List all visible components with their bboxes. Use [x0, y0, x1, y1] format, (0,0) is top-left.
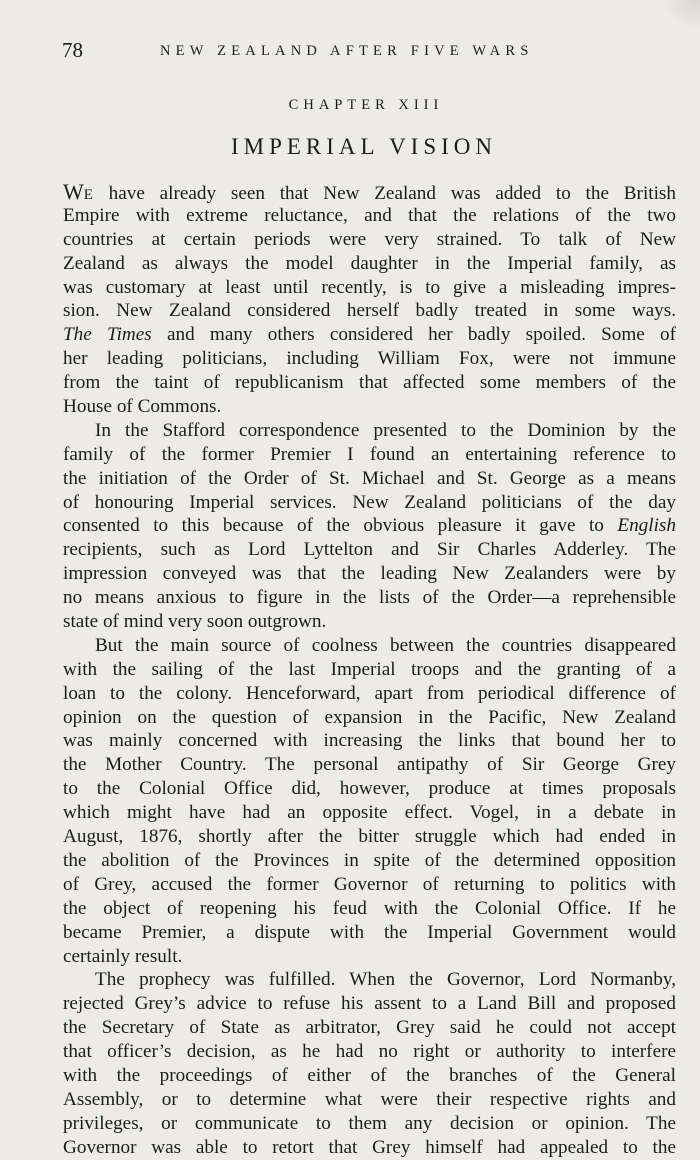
- running-head: [62, 38, 682, 68]
- text-line: [63, 514, 676, 538]
- text-line: the abolition of the Provinces in spite of the determined opposition: [63, 849, 676, 871]
- text-line: But the main source of coolness between the countries disappeared: [95, 634, 676, 656]
- text-line: rejected Grey’s advice to refuse his assent to a Land Bill and proposed: [63, 993, 676, 1015]
- text-line: was customary at least until recently, is to give a misleading impres-: [63, 276, 676, 298]
- text-line: House of Commons.: [63, 396, 222, 418]
- text-line: countries at certain periods were very strained. To talk of New: [63, 228, 676, 250]
- chapter-label: CHAPTER XIII: [288, 97, 444, 113]
- text-line: the object of reopening his feud with the Colonial Office. If he: [63, 897, 676, 919]
- text-line: no means anxious to figure in the lists of the Order—a reprehensible: [63, 587, 676, 609]
- text-line: the initiation of the Order of St. Michael and St. George as a means: [63, 467, 676, 489]
- text-line: recipients, such as Lord Lyttelton and Sir Charles Adderley. The: [63, 539, 676, 561]
- text-line: sion. New Zealand considered herself badly treated in some ways.: [63, 300, 676, 322]
- text-line: [63, 323, 676, 347]
- text-line: In the Stafford correspondence presented to the Dominion by the: [95, 419, 676, 441]
- text-line: became Premier, a dispute with the Imperial Government would: [63, 921, 676, 943]
- text-span: have already seen that New Zealand was added to the British: [93, 183, 676, 204]
- text-line: with the sailing of the last Imperial troops and the granting of a: [63, 658, 676, 680]
- text-line: August, 1876, shortly after the bitter struggle which had ended in: [63, 826, 676, 848]
- text-line: Governor was able to retort that Grey himself had appealed to the: [63, 1136, 676, 1158]
- page-number: 78: [62, 38, 83, 62]
- text-line: state of mind very soon outgrown.: [63, 611, 327, 633]
- italic-title: The Times: [63, 324, 152, 346]
- text-line: the Mother Country. The personal antipathy of Sir George Grey: [63, 754, 676, 776]
- dropcap: W: [63, 179, 84, 204]
- text-line: her leading politicians, including William Fox, were not immune: [63, 348, 676, 370]
- text-line: of Grey, accused the former Governor of returning to politics with: [63, 873, 676, 895]
- text-line: Empire with extreme reluctance, and that the relations of the two: [63, 204, 676, 226]
- text-line: opinion on the question of expansion in the Pacific, New Zealand: [63, 706, 676, 728]
- text-line: to the Colonial Office did, however, produce at times proposals: [63, 778, 676, 800]
- text-line: family of the former Premier I found an entertaining reference to: [63, 443, 676, 465]
- text-line: impression conveyed was that the leading New Zealanders were by: [63, 563, 676, 585]
- chapter-title: IMPERIAL VISION: [230, 134, 498, 159]
- page-stain: [660, 0, 700, 30]
- text-line: privileges, or communicate to them any decision or opinion. The: [63, 1112, 676, 1134]
- text-line: [63, 180, 676, 204]
- text-line: loan to the colony. Henceforward, apart from periodical difference of: [63, 682, 676, 704]
- italic-word: English: [617, 515, 676, 537]
- text-line: which might have had an opposite effect. Vogel, in a debate in: [63, 802, 676, 824]
- text-line: certainly result.: [63, 945, 183, 967]
- text-span: consented to this because of the obvious pleasure it gave to: [63, 515, 618, 537]
- text-line: was mainly concerned with increasing the links that bound her to: [63, 730, 676, 752]
- text-line: with the proceedings of either of the branches of the General: [63, 1064, 676, 1086]
- body-text: [63, 180, 676, 1160]
- text-span: and many others considered her badly spoiled. Some of: [151, 324, 676, 346]
- running-title: NEW ZEALAND AFTER FIVE WARS: [160, 43, 534, 59]
- smallcap: E: [83, 187, 94, 203]
- text-line: The prophecy was fulfilled. When the Governor, Lord Normanby,: [95, 969, 676, 991]
- text-line: Assembly, or to determine what were their respective rights and: [63, 1088, 676, 1110]
- text-line: Zealand as always the model daughter in the Imperial family, as: [63, 252, 676, 274]
- text-line: from the taint of republicanism that affected some members of the: [63, 372, 676, 394]
- text-line: that officer’s decision, as he had no right or authority to interfere: [63, 1041, 676, 1063]
- text-line: of honouring Imperial services. New Zealand politicians of the day: [63, 491, 676, 513]
- text-line: the Secretary of State as arbitrator, Grey said he could not accept: [63, 1017, 676, 1039]
